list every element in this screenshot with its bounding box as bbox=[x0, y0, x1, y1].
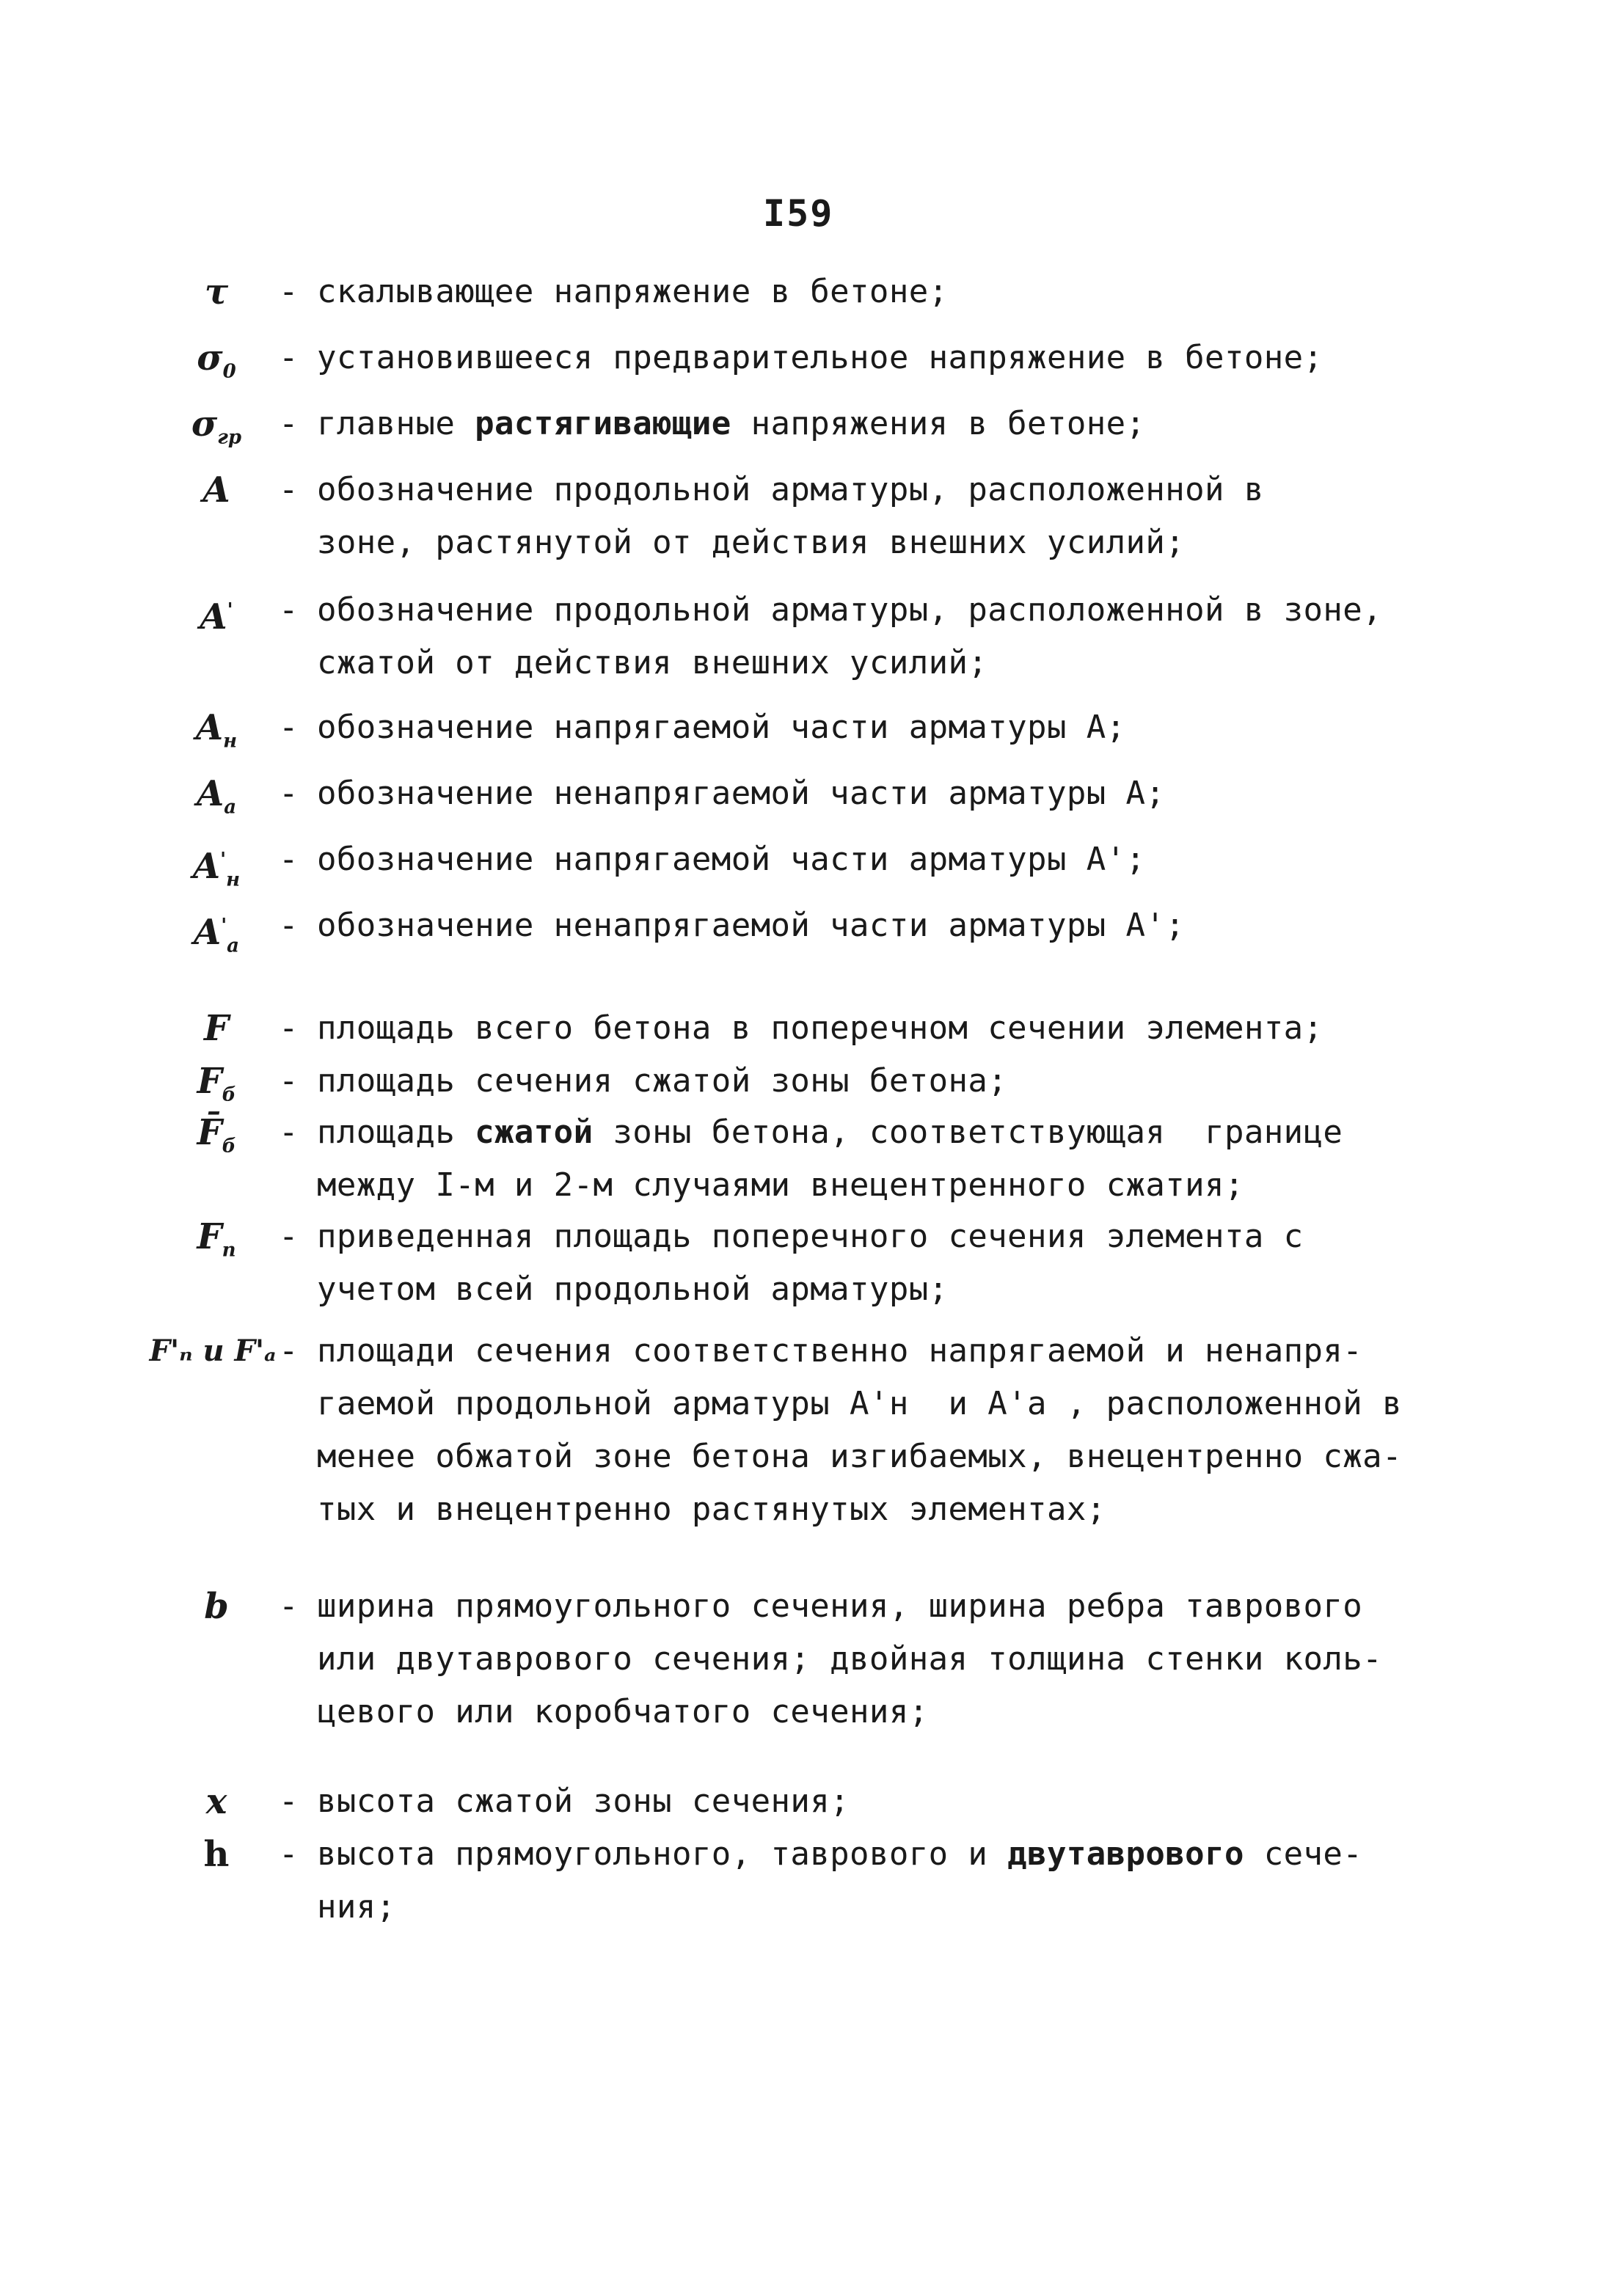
definition-text: обозначение напрягаемой части арматуры А'; bbox=[317, 841, 1146, 878]
symbol: $F_п$ bbox=[197, 1216, 236, 1262]
dash: - bbox=[279, 841, 299, 878]
dash: - bbox=[279, 591, 299, 629]
definition-text: скалывающее напряжение в бетоне; bbox=[317, 273, 949, 310]
dash: - bbox=[279, 273, 299, 310]
definition-text: обозначение ненапрягаемой части арматуры А; bbox=[317, 775, 1166, 812]
dash: - bbox=[279, 471, 299, 508]
symbol: $A_н$ bbox=[195, 707, 238, 753]
definition-text: ширина прямоугольного сечения, ширина ребра таврового или двутаврового сечения; двойная толщина стенки коль- цевого или коробчатого сечения; bbox=[317, 1587, 1383, 1730]
definition-text: главные растягивающие напряжения в бетоне; bbox=[317, 405, 1146, 442]
dash: - bbox=[279, 709, 299, 746]
definition-text: площади сечения соответственно напрягаемой и ненапря- гаемой продольной арматуры А'н и А'а , расположенной в менее обжатой зоне бетона изгибаемых, внецентренно сжа- тых и внецентренно растянутых элементах; bbox=[317, 1332, 1402, 1528]
dash: - bbox=[279, 405, 299, 442]
symbol: x bbox=[205, 1781, 227, 1822]
definition-text: обозначение продольной арматуры, расположенной в зоне, растянутой от действия внешних усилий; bbox=[317, 471, 1264, 561]
page-number: I59 bbox=[763, 192, 834, 235]
definition-text: установившееся предварительное напряжение в бетоне; bbox=[317, 339, 1323, 376]
symbol: $\sigma_0$ bbox=[197, 337, 236, 383]
symbol: $F_б$ bbox=[197, 1061, 236, 1106]
definition-text: площадь сжатой зоны бетона, соответствующая границе между I-м и 2-м случаями внецентренного сжатия; bbox=[317, 1114, 1343, 1204]
dash: - bbox=[279, 1114, 299, 1151]
definition-text: обозначение ненапрягаемой части арматуры А'; bbox=[317, 907, 1186, 944]
symbol: $A'_н$ bbox=[192, 846, 241, 891]
dash: - bbox=[279, 775, 299, 812]
definition-text: приведенная площадь поперечного сечения элемента с учетом всей продольной арматуры; bbox=[317, 1218, 1304, 1308]
dash: - bbox=[279, 1218, 299, 1255]
dash: - bbox=[279, 1587, 299, 1625]
symbol: τ bbox=[204, 271, 229, 312]
definition-text: высота сжатой зоны сечения; bbox=[317, 1783, 850, 1820]
dash: - bbox=[279, 907, 299, 944]
dash: - bbox=[279, 1783, 299, 1820]
symbol: $\sigma_{гр}$ bbox=[191, 403, 242, 449]
symbol: b bbox=[204, 1586, 229, 1627]
symbol: F'ₙ и F'ₐ bbox=[149, 1334, 277, 1368]
definition-text: высота прямоугольного, таврового и двутаврового сече- ния; bbox=[317, 1835, 1363, 1926]
symbol: A bbox=[202, 469, 230, 511]
dash: - bbox=[279, 1062, 299, 1100]
definition-text: площадь сечения сжатой зоны бетона; bbox=[317, 1062, 1008, 1100]
definition-text: обозначение напрягаемой части арматуры А; bbox=[317, 709, 1126, 746]
symbol: A' bbox=[200, 596, 233, 637]
dash: - bbox=[279, 1009, 299, 1047]
symbol: $A_а$ bbox=[196, 773, 237, 819]
symbol: h bbox=[203, 1834, 230, 1875]
dash: - bbox=[279, 339, 299, 376]
dash: - bbox=[279, 1332, 299, 1370]
dash: - bbox=[279, 1835, 299, 1873]
symbol: F bbox=[203, 1008, 230, 1049]
symbol: $A'_а$ bbox=[193, 912, 240, 957]
definition-text: обозначение продольной арматуры, расположенной в зоне, сжатой от действия внешних усилий; bbox=[317, 591, 1383, 681]
symbol: $F̄_б$ bbox=[197, 1112, 236, 1158]
definition-text: площадь всего бетона в поперечном сечении элемента; bbox=[317, 1009, 1323, 1047]
